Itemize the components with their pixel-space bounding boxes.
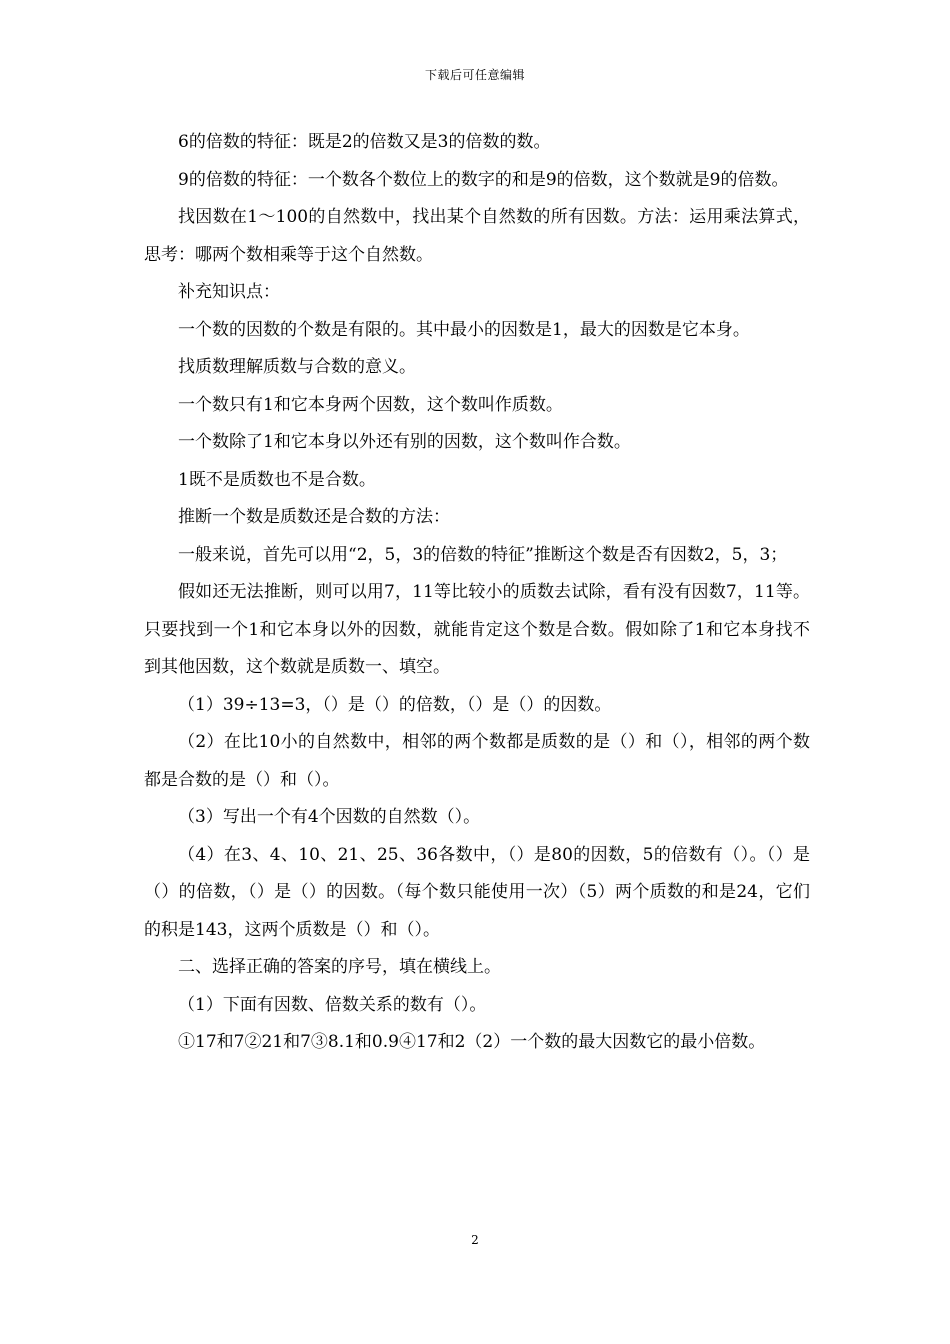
- paragraph-method-heading: 推断一个数是质数还是合数的方法：: [178, 507, 450, 527]
- paragraph-supplement-heading: 补充知识点：: [178, 282, 280, 302]
- question-fill-2: （2）在比10小的自然数中，相邻的两个数都是质数的是（）和（），相邻的两个数都是合数的是（）和（）。: [144, 732, 810, 790]
- paragraph-factor-count: 一个数的因数的个数是有限的。其中最小的因数是1，最大的因数是它本身。: [178, 319, 750, 340]
- question-fill-3: （3）写出一个有4个因数的自然数（）。: [178, 807, 481, 827]
- question-fill-4-5: （4）在3、4、10、21、25、36各数中，（）是80的因数，5的倍数有（）。（）是（）的倍数，（）是（）的因数。（每个数只能使用一次）（5）两个质数的和是24，它们的积是143，这两个质数是（）和（）。: [144, 844, 810, 940]
- paragraph-prime-definition: 一个数只有1和它本身两个因数，这个数叫作质数。: [178, 394, 563, 415]
- question-choice-1: （1）下面有因数、倍数关系的数有（）。: [178, 994, 487, 1015]
- paragraph-multiple-of-6: 6的倍数的特征：既是2的倍数又是3的倍数的数。: [178, 132, 551, 152]
- paragraph-find-factors: 找因数在1～100的自然数中，找出某个自然数的所有因数。方法：运用乘法算式，思考：哪两个数相乘等于这个自然数。: [144, 207, 810, 265]
- paragraph-method-step-1: 一般来说，首先可以用“2，5，3的倍数的特征”推断这个数是否有因数2，5，3；: [178, 544, 788, 565]
- paragraph-composite-definition: 一个数除了1和它本身以外还有别的因数，这个数叫作合数。: [178, 432, 631, 452]
- paragraph-one-neither: 1既不是质数也不是合数。: [178, 469, 376, 490]
- document-body: [144, 124, 810, 1062]
- paragraph-find-primes: 找质数理解质数与合数的意义。: [178, 357, 416, 377]
- paragraph-multiple-of-9: 9的倍数的特征：一个数各个数位上的数字的和是9的倍数，这个数就是9的倍数。: [178, 169, 789, 190]
- page-header: 下载后可任意编辑: [424, 68, 525, 82]
- page-number: 2: [471, 1233, 479, 1247]
- section-choice-heading: 二、选择正确的答案的序号，填在横线上。: [178, 957, 501, 977]
- question-fill-1: （1）39÷13=3，（）是（）的倍数，（）是（）的因数。: [178, 694, 612, 715]
- question-choice-options: ①17和7②21和7③8.1和0.9④17和2（2）一个数的最大因数它的最小倍数。: [178, 1032, 766, 1052]
- paragraph-method-step-2: 假如还无法推断，则可以用7，11等比较小的质数去试除，看有没有因数7，11等。只要找到一个1和它本身以外的因数，就能肯定这个数是合数。假如除了1和它本身找不到其他因数，这个数就是质数一、填空。: [144, 582, 810, 677]
